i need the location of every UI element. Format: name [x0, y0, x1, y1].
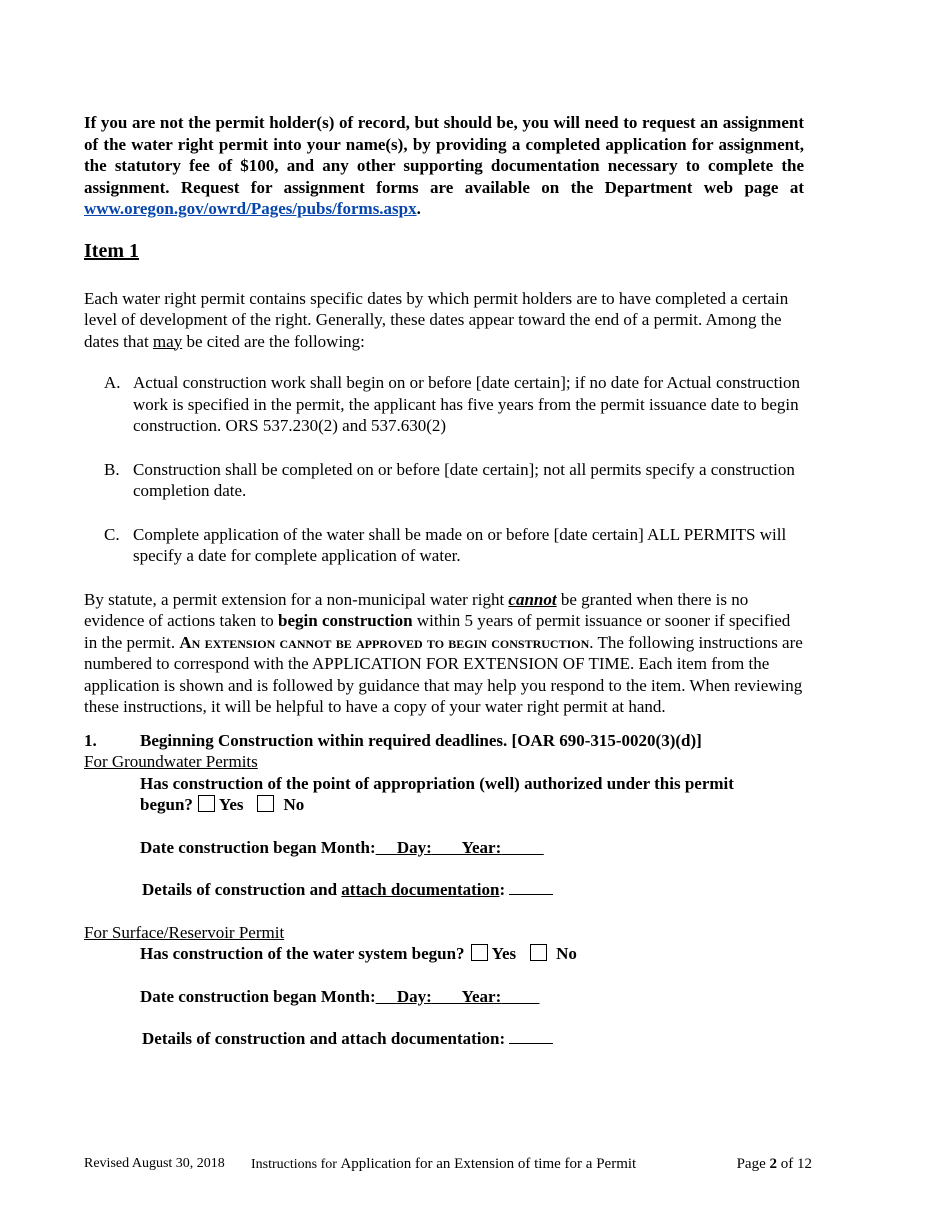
page-pre: Page [736, 1156, 770, 1172]
dates-text-before: Each water right permit contains specific dates by which permit holders are to have completed a certain level of development of the right. Generally, these dates appear toward the end of a permit. Among the dates that [84, 288, 789, 351]
page-footer [84, 1156, 812, 1173]
page-number [737, 1156, 812, 1173]
surface-question-text: Has construction of the water system begun? [140, 944, 465, 963]
no-label: No [556, 944, 577, 963]
section-1-heading [84, 730, 804, 752]
details-colon: : [499, 880, 506, 899]
begun-label: begun? [140, 795, 193, 814]
groundwater-date-row [84, 837, 804, 859]
may-underlined: may [152, 331, 183, 351]
list-text: Complete application of the water shall be made on or before [date certain] ALL PERMITS will specify a date for complete application of water. [133, 524, 787, 565]
intro-paragraph [84, 112, 804, 220]
year-label: Year: [461, 837, 502, 857]
statute-text-3: within 5 years of permit issuance or sooner if specified in the permit. [84, 611, 791, 652]
attach-documentation-label: attach documentation [341, 880, 500, 899]
footer-instr: Instructions for [251, 1157, 341, 1172]
list-item [84, 459, 804, 502]
list-text: Actual construction work shall begin on or before [date certain]; if no date for Actual construction work is specified in the permit, the applicant has five years from the permit issuance date to begin construction. ORS 537.230(2) and 537.630(2) [133, 373, 801, 435]
list-letter: C. [104, 524, 120, 544]
dates-paragraph [84, 288, 804, 353]
document-page [84, 112, 804, 1050]
groundwater-yes-checkbox[interactable] [198, 795, 215, 812]
item-1-heading: Item 1 [84, 239, 139, 262]
day-label: Day: [396, 986, 432, 1006]
year-label: Year: [461, 986, 502, 1006]
surface-no-checkbox[interactable] [530, 944, 547, 961]
surface-details-row [84, 1028, 804, 1050]
list-item [84, 524, 804, 567]
intro-text: If you are not the permit holder(s) of record, but should be, you will need to request an assignment of the water right permit into your name(s), by providing a completed application for assignment, the statutory fee of $100, and any other supporting documentation necessary to complete the assignment. Request for assignment forms are available on the Department web page at [84, 113, 804, 197]
yes-label: Yes [491, 944, 517, 963]
surface-label: For Surface/Reservoir Permit [84, 922, 285, 942]
revised-date: Revised August 30, 2018 [84, 1156, 225, 1171]
extension-warning: An extension cannot be approved to begin construction [179, 632, 590, 652]
date-label: Date construction began Month: [140, 986, 376, 1006]
list-letter: B. [104, 459, 120, 479]
details-field[interactable] [509, 1029, 553, 1044]
page-total: of 12 [777, 1156, 812, 1172]
date-label: Date construction began Month: [140, 837, 376, 857]
date-fields[interactable] [376, 838, 544, 857]
groundwater-question [84, 773, 804, 816]
groundwater-details-row [84, 879, 804, 901]
begin-construction-bold: begin construction [278, 611, 413, 630]
list-letter: A. [104, 373, 121, 392]
dates-text-after: be cited are the following: [182, 331, 365, 351]
footer-title [251, 1156, 651, 1173]
groundwater-question-line1: Has construction of the point of appropriation (well) authorized under this permit [140, 773, 734, 793]
date-list [84, 372, 804, 567]
page-current: 2 [769, 1156, 777, 1172]
surface-yes-checkbox[interactable] [471, 944, 488, 961]
details-label: Details of construction and attach documentation: [142, 1029, 506, 1048]
details-field[interactable] [509, 880, 553, 895]
no-label: No [283, 795, 305, 814]
footer-doc-title: Application for an Extension of time for a Permit [340, 1156, 637, 1172]
forms-link[interactable]: www.oregon.gov/owrd/Pages/pubs/forms.aspx [84, 199, 417, 218]
list-item [84, 372, 804, 437]
statute-text-4: . The following instructions are numbered to correspond with the APPLICATION FOR EXTENSION OF TIME. Each item from the application is shown and is followed by guidance that may help you respond to the item. When reviewing these instructions, it will be helpful to have a copy of your water right permit at hand. [84, 632, 803, 716]
day-label: Day: [396, 837, 432, 857]
cannot-emphasis: cannot [508, 589, 557, 609]
list-text: Construction shall be completed on or before [date certain]; not all permits specify a construction completion date. [133, 459, 795, 500]
groundwater-label: For Groundwater Permits [84, 752, 258, 771]
details-label: Details of construction and [142, 880, 342, 899]
groundwater-no-checkbox[interactable] [257, 795, 274, 812]
statute-text-1: By statute, a permit extension for a non-municipal water right [84, 589, 509, 609]
surface-question [84, 943, 804, 965]
section-number: 1. [84, 730, 97, 750]
groundwater-question-line2 [140, 794, 804, 816]
surface-date-row [84, 986, 804, 1008]
yes-label: Yes [218, 795, 244, 814]
date-fields[interactable] [376, 987, 540, 1006]
intro-end: . [416, 199, 421, 218]
statute-paragraph [84, 589, 804, 718]
statute-text-2: be granted when there is no evidence of actions taken to [84, 589, 749, 630]
section-title: Beginning Construction within required deadlines. [OAR 690-315-0020(3)(d)] [140, 730, 702, 750]
